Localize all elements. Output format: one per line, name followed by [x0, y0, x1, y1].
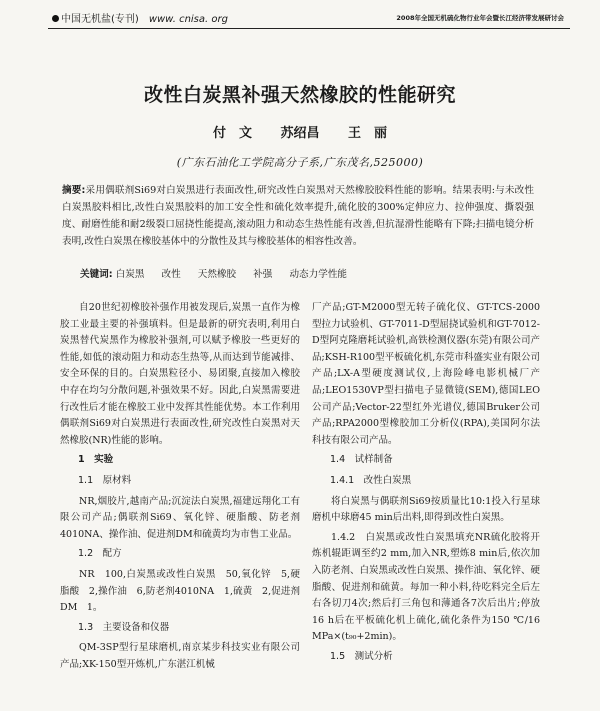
- author-list: [0, 122, 600, 141]
- equipment-paragraph: QM-3SP型行星球磨机,南京某步科技实业有限公司产品;XK-150型开炼机,广东湛江机械: [60, 642, 300, 670]
- abstract-label: 摘要:: [62, 185, 86, 196]
- subsection-heading: 1.5 测试分析: [330, 650, 393, 662]
- vulcanizate-prep-paragraph: 1.4.2 白炭黑或改性白炭黑填充NR硫化胶将开炼机辊距调至约2 mm,加入NR,塑炼8 min后,依次加入防老剂、白炭黑或改性白炭黑、操作油、氧化锌、硬脂酸、促进剂和硫黄。每加一种小料,待吃料完全后左右各切刀4次;然后打三角包和薄通各7次后出片;停放16 h后在平板硫化机上硫化,硫化条件为150 ℃/16 MPa×(t₉₀+2min)。: [312, 531, 541, 643]
- journal-url: www. cnisa. org: [148, 14, 228, 25]
- author: 付 文: [212, 126, 252, 141]
- intro-paragraph: 自20世纪初橡胶补强作用被发现后,炭黑一直作为橡胶工业最主要的补强填料。但是最新的研究表明,利用白炭黑替代炭黑作为橡胶补强剂,可以赋予橡胶一些更好的性能,如低的滚动阻力和动态生热等,从而达到节能减排、安全环保的目的。白炭黑粒径小、易团聚,直接加入橡胶中存在均匀分散问题,补强效果不好。因此,白炭黑需要进行改性后才能在橡胶工业中发挥其性能优势。本工作利用偶联剂Si69对白炭黑进行表面改性,研究改性白炭黑对天然橡胶(NR)性能的影响。: [60, 302, 300, 446]
- subsection-heading: 1.2 配方: [78, 548, 122, 560]
- header-divider: [48, 28, 570, 29]
- author: 苏绍昌: [280, 126, 320, 141]
- modified-prep-paragraph: 将白炭黑与偶联剂Si69按质量比10:1投入行星球磨机中球磨45 min后出料,即得到改性白炭黑。: [312, 495, 540, 524]
- subsubsection-heading: 1.4.1 改性白炭黑: [330, 474, 412, 486]
- keywords-label: 关键词:: [80, 269, 113, 280]
- keywords: [80, 266, 540, 280]
- equipment-paragraph-cont: 厂产品;GT-M2000型无转子硫化仪、GT-TCS-2000型拉力试验机、GT-7011-D型屈挠试验机和GT-7012-D型阿克隆磨耗试验机,高铁检测仪器(东莞)有限公司产品;KSH-R100型平板硫化机,东莞市科盛实业有限公司产品;LX-A型硬度测试仪,上海险峰电影机械厂产品;LEO1530VP型扫描电子显微镜(SEM),德国LEO公司产品;Vector-22型红外光谱仪,德国Bruker公司产品;RPA2000型橡胶加工分析仪(RPA),美国阿尔法科技有限公司产品。: [312, 302, 540, 446]
- journal-label: 中国无机盐(专刊) www. cnisa. org: [52, 10, 228, 25]
- keyword: 补强: [253, 269, 273, 280]
- keyword: 白炭黑: [115, 269, 145, 280]
- subsection-heading: 1.4 试样制备: [330, 454, 393, 466]
- keyword: 天然橡胶: [197, 269, 237, 280]
- subsection-heading: 1.1 原材料: [78, 474, 132, 486]
- formula-paragraph: NR 100,白炭黑或改性白炭黑 50,氧化锌 5,硬脂酸 2,操作油 6,防老剂4010NA 1,硫黄 2,促进剂DM 1。: [60, 568, 300, 614]
- abstract: [62, 182, 534, 250]
- materials-paragraph: NR,烟胶片,越南产品;沉淀法白炭黑,福建远翔化工有限公司产品;偶联剂Si69、氧化锌、硬脂酸、防老剂4010NA、操作油、促进剂DM和硫黄均为市售工业品。: [60, 495, 300, 540]
- running-header: [0, 0, 600, 34]
- author: 王 丽: [348, 126, 388, 141]
- right-column: [312, 300, 540, 669]
- subsection-heading: 1.3 主要设备和仪器: [78, 621, 170, 633]
- abstract-text: 采用偶联剂Si69对白炭黑进行表面改性,研究改性白炭黑对天然橡胶胶料性能的影响。结果表明:与未改性白炭黑胶料相比,改性白炭黑胶料的加工安全性和硫化效率提升,硫化胶的300%定伸应力、拉伸强度、撕裂强度、耐磨性能和耐2级裂口屈挠性能提高,滚动阻力和动态生热性能有改善,但抗湿滑性能略有下降;扫描电镜分析表明,改性白炭黑在橡胶基体中的分散性及其与橡胶基体的相容性改善。: [62, 185, 534, 247]
- keyword: 改性: [161, 269, 181, 280]
- article-title: 改性白炭黑补强天然橡胶的性能研究: [143, 84, 456, 106]
- bullet-icon: [52, 15, 59, 22]
- keyword: 动态力学性能: [289, 269, 348, 280]
- affiliation: (广东石油化工学院高分子系,广东茂名,525000): [176, 156, 424, 169]
- left-column: [60, 300, 300, 676]
- section-heading: 1 实验: [78, 454, 114, 466]
- conference-label: 2008年全国无机硫化物行业年会暨长江经济带发展研讨会: [396, 14, 564, 22]
